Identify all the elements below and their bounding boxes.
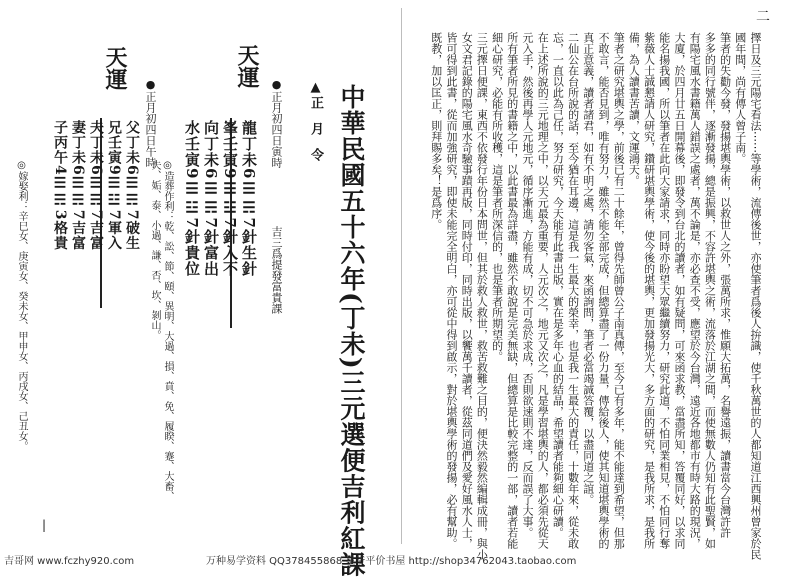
chart-2-pillar-1: 兄壬寅9☰☳7軍入 xyxy=(106,120,122,251)
body-text-column-16: 所有筆者所見的書籍之中，以此書最為詳盡，雖然不敢說是完美無缺，但總算是比較完整的一部，讀者若能 xyxy=(505,32,519,549)
body-text-column-5: 大廈，於四月廿五日開幕後，即發令到台北的讀者，如有疑問，可來函求教，當盡所知，答覆同好，以求同 xyxy=(673,32,686,549)
body-text-column-13: 忘，一直以此為己任，努力研究，今天能有此書出版，實在是多年心血的結晶，希望讀者能夠細心研讀。 xyxy=(551,32,565,538)
body-text-column-0: 擇日及三元陽宅看法⋯⋯等學術，流傳後世，亦使筆者爲後人拚識，使千秋萬世的人都知道江西興州曾家於民 xyxy=(749,32,762,560)
body-text-column-20: 皆可得到此書，從而加強研究，即使未能完全明白，亦可從中得到啟示，對於堪輿學術的發揚，必有幫助。 xyxy=(445,32,458,549)
chart-1-pillar-0: 龍丁未6☰☴7針生針 xyxy=(240,120,258,277)
chart-1-pillar-3: 水壬寅9☰☳7針貴位 xyxy=(183,120,201,277)
chart-2-date-text: 正月初四日午時 xyxy=(144,91,157,168)
body-text-column-3: 多多的同行號伴，逐漸發揚，總是振興，不容許堪輿之術，流落於江湖之間，而使無數人仍知有此聖賢，如 xyxy=(703,32,717,549)
month-header: 正 月 令 xyxy=(308,96,323,161)
body-text-column-14: 在上述所說的三元地理之中，以天元最為重要，人元次之，地元又次之，凡是學習堪輿的人，都必須先從天 xyxy=(536,32,550,549)
page-number-right: 二 xyxy=(756,9,770,25)
chart-1-date: ●正月初四日寅時 xyxy=(270,78,283,168)
chart-1-title-word: 天運 xyxy=(234,44,260,88)
body-text-column-2: 筆者的失勸今發，發揚堪輿學術，以救世人之外，張萬所求，惟願大拓萬，名譽遠振，讀書當今台灣許許 xyxy=(718,32,732,538)
body-text-column-7: 紫薇人士誠懇請人研究，鑽研堪輿學術，使今後的堪輿，更加發揚光大，多方面的研究，是我所求，是我所 xyxy=(642,32,656,549)
body-text-column-19: 女文君記錄的陽宅風水奇驗事蹟再版，同時付印，同時出版，以饗萬千讀者，從茲同道們及愛好風水人士， xyxy=(460,32,474,549)
chart-1-note-line-1: 夫、姤、泰、小過、謙、否、坎、剝山。 xyxy=(149,160,160,340)
chart-2-title-word: 天運 xyxy=(102,46,128,90)
page-title: 中華民國五十六年(丁未)三元選便吉利紅課 xyxy=(337,84,366,578)
chart-2-note-line-0: ◎嫁娶利：辛巳女、庚寅女、癸未女、甲申女、丙戌女、己丑女。 xyxy=(16,160,27,451)
body-text-column-9: 筆者之研究堪輿之學，前後已有二十餘年，曾得先師曾公子南真傳，至今已有多年，能不能達到希望，但那 xyxy=(612,32,626,549)
body-text-column-21: 既教，加以匡正，則拜賜多矣！是爲序。 xyxy=(429,32,443,230)
body-text-column-11: 真正意義，讀者諸君，如有不明之處，請勿客氣，來函詢問，筆者必當竭誠答覆，以盡同道之誼。 xyxy=(581,32,595,505)
chart-2-pillar-2: 夫丁未6☰☴7吉富 xyxy=(88,120,104,251)
month-header-marker: ▲ xyxy=(308,80,323,95)
chart-1-pillar-1: 峯壬寅9☰☳7針入不 xyxy=(221,120,239,277)
body-text-column-1: 國年間，尚有傳人曾子南。 xyxy=(733,32,747,164)
body-text-column-4: 有陽宅風水書籍萬人錯誤之處者，萬不論是，亦必查不受，應望於今台灣，遠近各地都市有時大路的現況， xyxy=(688,32,702,549)
chart-2-pillar-3: 妻丁未6☰☴7吉富 xyxy=(70,120,86,251)
page-mark-left: | xyxy=(42,518,47,532)
chart-1-note-line-0: ◎造葬作利：乾、訟、節、頤、異明、大過、損、賁、免、履睽、蹇、大畜、 xyxy=(162,160,173,501)
footer-watermark: 万种易学资料 QQ378455868 星爷平价书屋 http://shop34762043.taobao.com xyxy=(206,556,577,567)
body-text-column-15: 元入手，然後再學人元地元，循序漸進，方能有成，切不可急於求成，否則欲速則不達，反而誤了大事。 xyxy=(521,32,534,538)
footer-site-label: 吉哥网 www.fczhy920.com xyxy=(4,556,135,567)
chart-1-subtitle: 吉三爲提發富貴課 xyxy=(270,226,283,314)
body-text-column-18: 三元擇日便課，東西不依發行年份日本問世，但其於救人救世，救苦救難之目的，便決然毅然編輯成冊，與小 xyxy=(475,32,489,560)
body-text-column-10: 不敢言，能否見到，唯有努力，雖然不能全部完成，但總算盡了一份力量，傳給後人，使其知道堪輿學術的 xyxy=(597,32,610,549)
chart-2-pillar-4: 子丙午4☰☴3格貴 xyxy=(52,120,68,251)
body-text-column-6: 能名揚我國，所以筆者在此向大家請求，同時亦盼望大眾繼續努力，研究此道，不怕同業相見，不怕同行奪 xyxy=(657,32,671,549)
chart-2-pillar-0: 父丁未6☰☴7破生 xyxy=(124,120,140,251)
body-text-column-8: 備，為人讀書苦讀，文運鴻天。 xyxy=(627,32,641,186)
chart-1-date-text: 正月初四日寅時 xyxy=(270,91,283,168)
page-gutter xyxy=(401,8,402,544)
body-text-column-12: 二仙公在台所說的話，至今猶在耳邊，這是我一生最大的榮幸，也是我一生最大的責任，十數年來，從未敢 xyxy=(566,32,580,549)
body-text-column-17: 細心研究，必能有所收穫，這是筆者所深信的，也是筆者所期望的。 xyxy=(490,32,504,362)
chart-2-date: ●正月初四日午時 xyxy=(144,78,157,168)
chart-1-pillar-2: 向丁未6☰☴7針富出 xyxy=(202,120,220,277)
